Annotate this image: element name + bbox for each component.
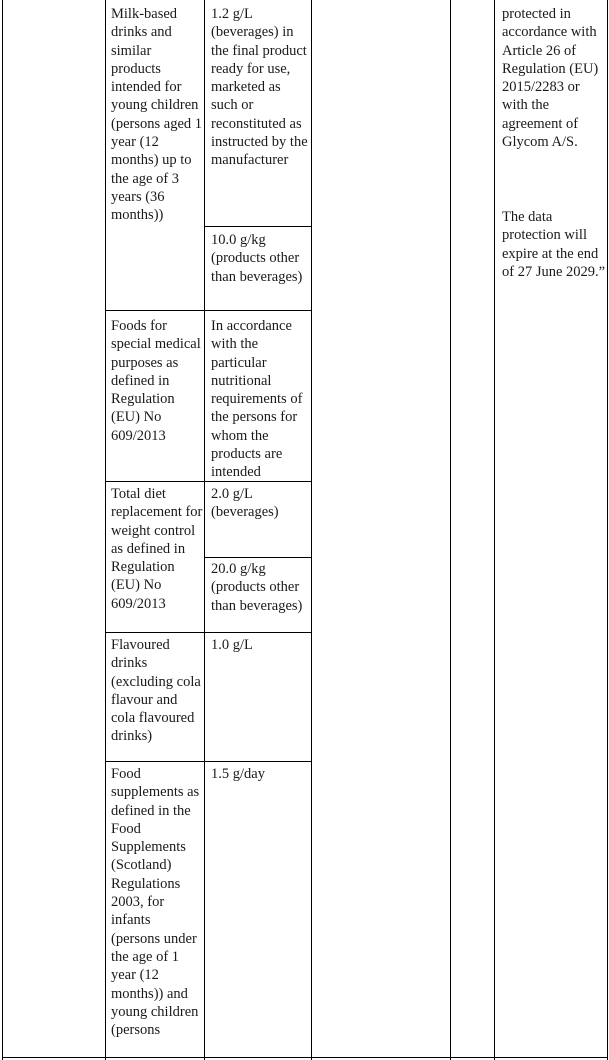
data-protection-expiry-note: The data protection will expire at the end of 27 June 2029.” [502, 209, 606, 280]
row-divider [204, 761, 311, 762]
table-column-divider [450, 0, 451, 1060]
max-level-cell: 20.0 g/kg (products other than beverages) [211, 561, 303, 614]
row-divider [105, 761, 212, 762]
table-border-right [607, 0, 608, 1060]
max-level-cell: In accordance with the particular nutritional requirements of the persons for whom the products are intended [211, 318, 303, 481]
max-level-cell: 1.5 g/day [211, 766, 265, 782]
food-category-cell: Foods for special medical purposes as defined in Regulation (EU) No 609/2013 [111, 318, 201, 444]
row-divider [105, 481, 212, 482]
row-divider [204, 310, 311, 311]
max-level-cell: 10.0 g/kg (products other than beverages) [211, 232, 303, 285]
table-border-bottom [2, 1057, 608, 1058]
table-column-divider [204, 0, 205, 1060]
food-category-cell: Total diet replacement for weight control as defined in Regulation (EU) No 609/2013 [111, 486, 203, 612]
row-divider [105, 310, 212, 311]
row-divider [204, 226, 311, 227]
max-level-cell: 1.0 g/L [211, 637, 253, 653]
data-protection-note: protected in accordance with Article 26 of Regulation (EU) 2015/2283 or with the agreement of Glycom A/S. [502, 6, 599, 151]
food-category-cell: Flavoured drinks (excluding cola flavour and cola flavoured drinks) [111, 637, 201, 745]
row-divider [204, 632, 311, 633]
food-category-cell: Milk-based drinks and similar products intended for young children (persons aged 1 year (12 months) up to the age of 3 years (36 months)) [111, 6, 203, 224]
row-divider [105, 632, 212, 633]
table-column-divider [494, 0, 495, 1060]
max-level-cell: 2.0 g/L (beverages) [211, 486, 279, 521]
table-column-divider [311, 0, 312, 1060]
row-divider [204, 557, 311, 558]
table-border-left [2, 0, 3, 1060]
food-category-cell: Food supplements as defined in the Food Supplements (Scotland) Regulations 2003, for infants (persons under the age of 1 year (12 months)) and young children (persons [111, 766, 200, 1039]
max-level-cell: 1.2 g/L (beverages) in the final product ready for use, marketed as such or reconstituted as instructed by the manufacturer [211, 6, 308, 169]
table-column-divider [105, 0, 106, 1060]
